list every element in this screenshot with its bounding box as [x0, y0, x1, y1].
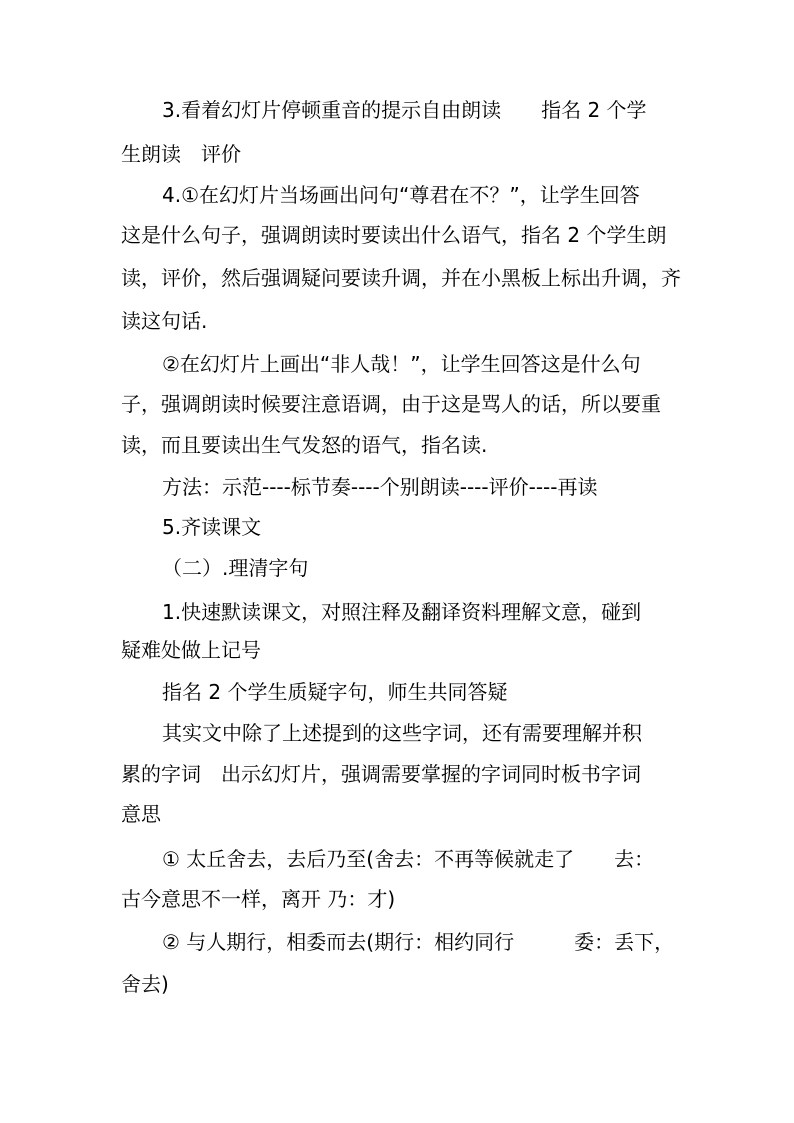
text-line-22: 舍去) — [121, 972, 169, 996]
text-line-9: 读，而且要读出生气发怒的语气，指名读. — [121, 433, 488, 457]
text-line-1: 3.看着幻灯片停顿重音的提示自由朗读 指名 2 个学 — [162, 98, 647, 122]
text-line-20: 古今意思不一样，离开 乃：才) — [121, 887, 396, 911]
text-line-18: 意思 — [121, 802, 161, 826]
text-line-15: 指名 2 个学生质疑字句，师生共同答疑 — [162, 680, 508, 704]
text-line-14: 疑难处做上记号 — [121, 638, 261, 662]
text-line-3: 4.①在幻灯片当场画出问句“尊君在不？”，让学生回答 — [162, 183, 640, 207]
text-line-2: 生朗读 评价 — [121, 142, 241, 166]
text-line-5: 读，评价，然后强调疑问要读升调，并在小黑板上标出升调，齐 — [121, 266, 681, 290]
text-line-11: 5.齐读课文 — [162, 515, 262, 539]
text-line-6: 读这句话. — [121, 309, 208, 333]
text-line-7: ②在幻灯片上画出“非人哉！”，让学生回答这是什么句 — [162, 352, 641, 376]
text-line-10: 方法：示范----标节奏----个别朗读----评价----再读 — [162, 475, 598, 499]
text-line-8: 子，强调朗读时候要注意语调，由于这是骂人的话，所以要重 — [121, 392, 661, 416]
text-line-13: 1.快速默读课文，对照注释及翻译资料理解文意，碰到 — [162, 600, 642, 624]
text-line-19: ① 太丘舍去，去后乃至(舍去：不再等候就走了 去： — [162, 847, 655, 871]
text-line-17: 累的字词 出示幻灯片，强调需要掌握的字词同时板书字词 — [121, 762, 641, 786]
text-line-4: 这是什么句子，强调朗读时要读出什么语气，指名 2 个学生朗 — [121, 223, 667, 247]
text-line-21: ② 与人期行，相委而去(期行：相约同行 委：丢下， — [162, 930, 675, 954]
text-line-12: （二）.理清字句 — [162, 556, 309, 580]
text-line-16: 其实文中除了上述提到的这些字词，还有需要理解并积 — [162, 721, 642, 745]
